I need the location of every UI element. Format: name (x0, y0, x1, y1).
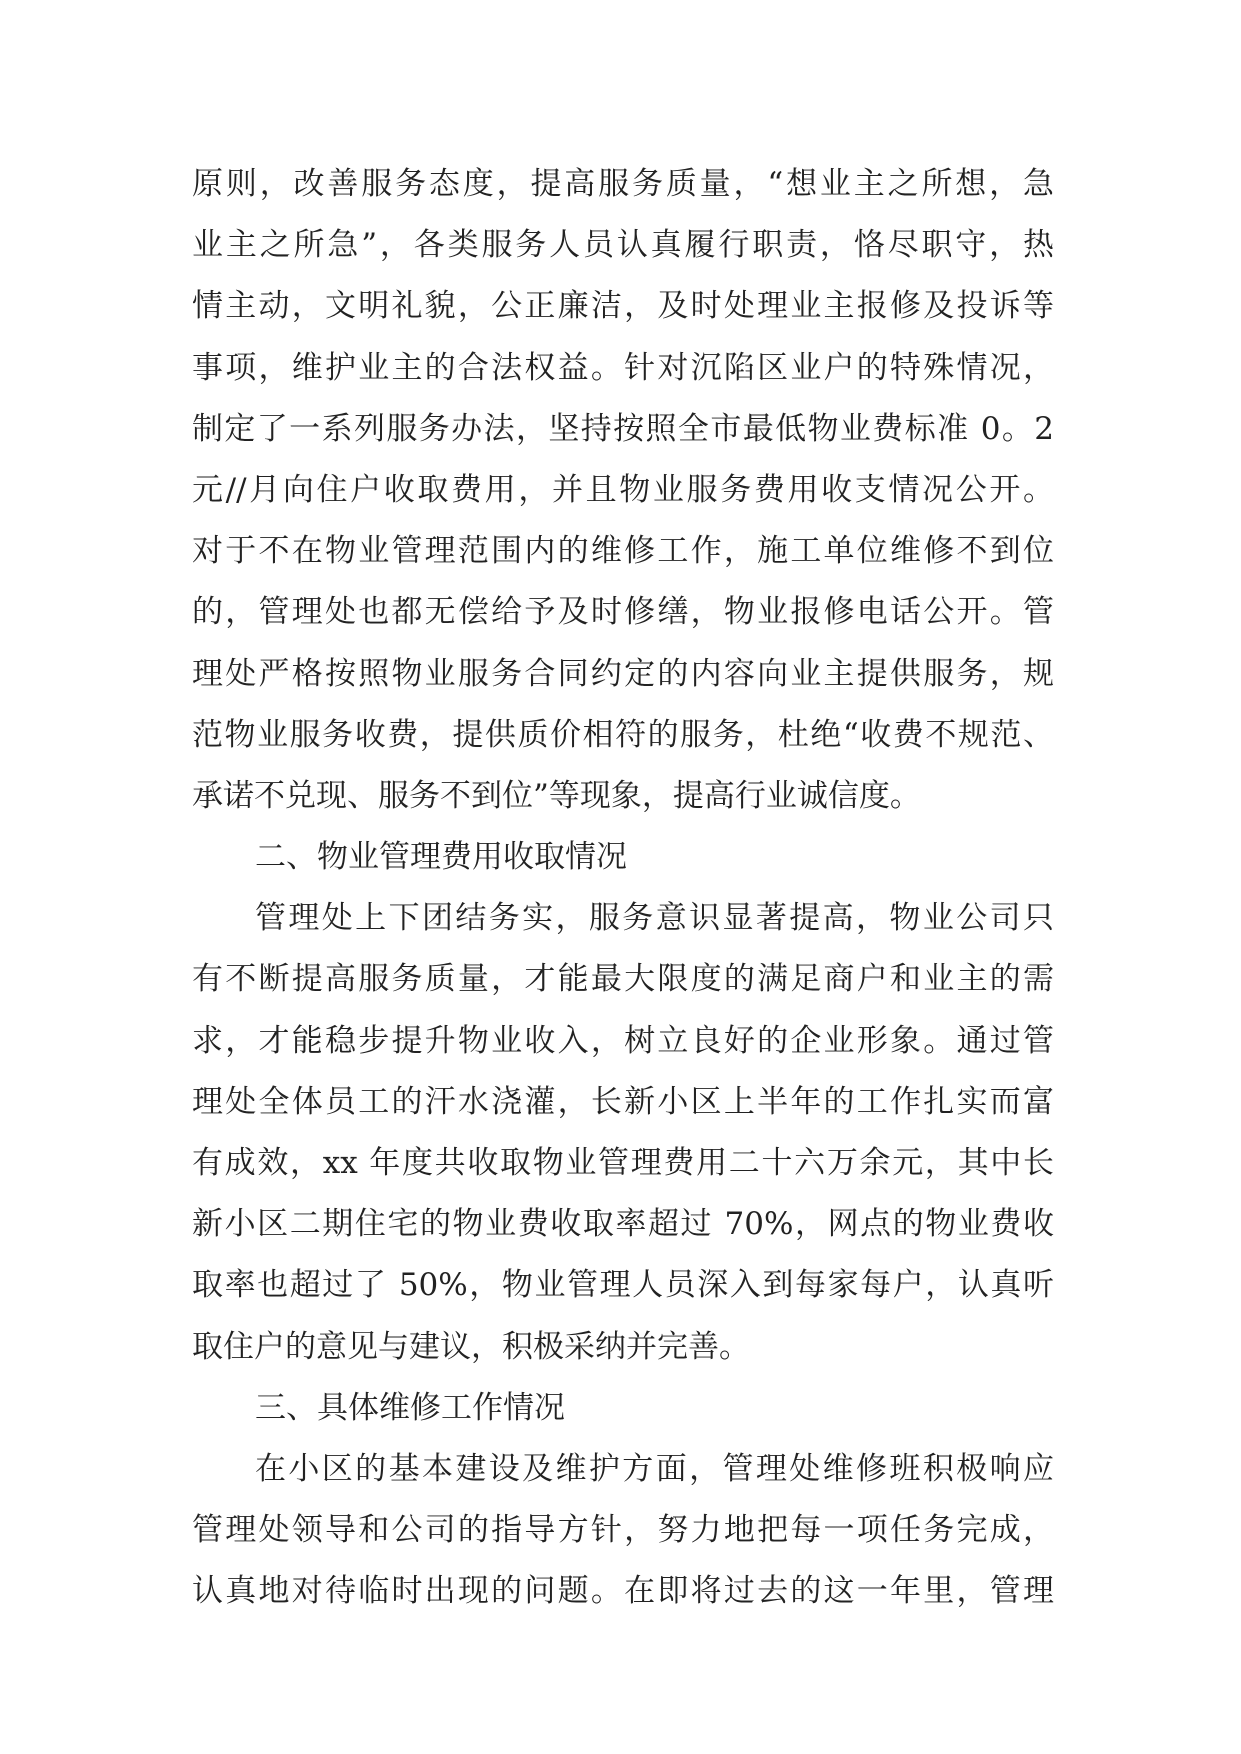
paragraph-line: 有成效，xx 年度共收取物业管理费用二十六万余元，其中长 (192, 1145, 1054, 1181)
paragraph-line: 求，才能稳步提升物业收入，树立良好的企业形象。通过管 (192, 1022, 1054, 1059)
paragraph-line: 认真地对待临时出现的问题。在即将过去的这一年里，管理 (192, 1573, 1054, 1610)
paragraph-line: 取住户的意见与建议，积极采纳并完善。 (192, 1328, 750, 1365)
paragraph-line: 事项，维护业主的合法权益。针对沉陷区业户的特殊情况， (192, 349, 1054, 386)
paragraph-line: 情主动，文明礼貌，公正廉洁，及时处理业主报修及投诉等 (192, 288, 1054, 325)
paragraph-line: 制定了一系列服务办法，坚持按照全市最低物业费标准 0。2 (192, 410, 1054, 447)
paragraph-fee-collection (192, 888, 1054, 1378)
paragraph-maintenance (192, 1439, 1054, 1623)
paragraph-line: 对于不在物业管理范围内的维修工作，施工单位维修不到位 (192, 533, 1054, 570)
section-heading-fee-collection: 二、物业管理费用收取情况 (255, 839, 627, 876)
paragraph-line: 原则，改善服务态度，提高服务质量，“想业主之所想，急 (192, 166, 1054, 202)
paragraph-line: 新小区二期住宅的物业费收取率超过 70%，网点的物业费收 (192, 1206, 1054, 1243)
paragraph-line: 理处全体员工的汗水浇灌，长新小区上半年的工作扎实而富 (192, 1083, 1054, 1120)
paragraph-line: 业主之所急”，各类服务人员认真履行职责，恪尽职守，热 (192, 227, 1054, 264)
paragraph-line: 的，管理处也都无偿给予及时修缮，物业报修电话公开。管 (192, 594, 1054, 631)
paragraph-line: 理处严格按照物业服务合同约定的内容向业主提供服务，规 (192, 655, 1054, 692)
section-heading-maintenance: 三、具体维修工作情况 (255, 1389, 565, 1426)
paragraph-line: 承诺不兑现、服务不到位”等现象，提高行业诚信度。 (192, 777, 921, 814)
paragraph-line: 在小区的基本建设及维护方面，管理处维修班积极响应 (255, 1450, 1054, 1487)
paragraph-line: 范物业服务收费，提供质价相符的服务，杜绝“收费不规范、 (192, 716, 1054, 753)
paragraph-line: 取率也超过了 50%，物业管理人员深入到每家每户，认真听 (192, 1267, 1054, 1304)
paragraph-line: 管理处上下团结务实，服务意识显著提高，物业公司只 (255, 900, 1054, 937)
paragraph-line: 元//月向住户收取费用，并且物业服务费用收支情况公开。 (192, 471, 1054, 508)
paragraph-service-principles (192, 154, 1054, 827)
document-body (192, 154, 1054, 1623)
paragraph-line: 有不断提高服务质量，才能最大限度的满足商户和业主的需 (192, 961, 1054, 998)
paragraph-line: 管理处领导和公司的指导方针，努力地把每一项任务完成， (192, 1512, 1054, 1549)
